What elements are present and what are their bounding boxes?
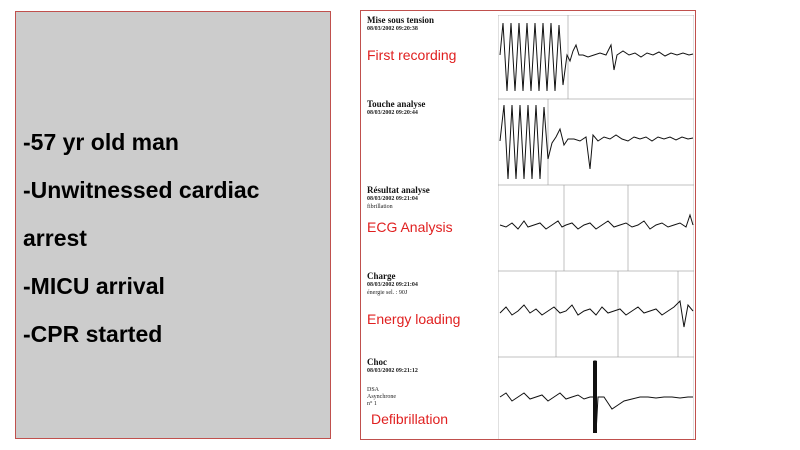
strip-timestamp: 08/03/2002 09:21:04 [367,196,418,202]
ecg-trace [498,357,694,440]
ecg-printout [360,10,696,440]
ecg-strip-shock [361,357,695,440]
strip-title: Touche analyse [367,99,426,109]
ecg-strip-charge [361,271,695,357]
strip-timestamp: 08/03/2002 09:20:44 [367,110,418,116]
strip-timestamp: 08/03/2002 09:21:12 [367,368,418,374]
strip-title: Charge [367,271,396,281]
ecg-strip-analysis-key [361,99,695,185]
strip-title: Résultat analyse [367,185,430,195]
strip-title: Mise sous tension [367,15,435,25]
strip-subtext: fibrillation [367,204,393,210]
strip-caption: Energy loading [367,311,461,327]
strip-title: Choc [367,357,387,367]
strip-caption: Defibrillation [371,411,449,427]
ecg-strip-analysis-result [361,185,695,271]
strip-subtext: DSA [367,387,380,393]
strip-subtext: Asynchrone [367,394,396,400]
bullet-micu: -MICU arrival [23,273,165,299]
bullet-arrest-cont: arrest [23,225,87,251]
strip-timestamp: 08/03/2002 09:20:38 [367,26,418,32]
strip-timestamp: 08/03/2002 09:21:04 [367,282,418,288]
strip-caption: ECG Analysis [367,219,453,235]
bullet-arrest: -Unwitnessed cardiac [23,177,260,203]
patient-summary-panel [15,11,331,439]
ecg-trace [498,15,694,99]
patient-summary-list [23,118,259,358]
ecg-trace [498,271,694,357]
bullet-age: -57 yr old man [23,129,179,155]
ecg-trace [498,99,694,185]
strip-caption: First recording [367,47,457,63]
bullet-cpr: -CPR started [23,321,163,347]
ecg-strip-power-on [361,15,695,99]
strip-subtext: énergie sel. : 90J [367,290,408,296]
strip-subtext: n° 1 [367,401,377,407]
ecg-trace [498,185,694,271]
